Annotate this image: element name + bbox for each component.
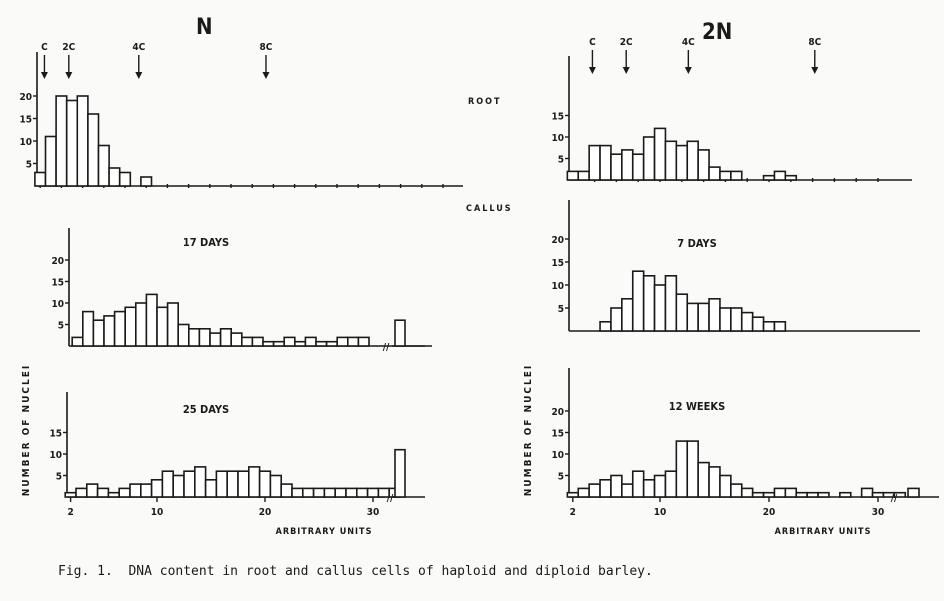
2N-callus-7-bar (665, 276, 676, 331)
N-callus-25-bar (195, 467, 206, 497)
N-callus-25-bar (206, 480, 217, 497)
col-title-n: N (196, 15, 213, 40)
2N-callus-12w-outlier-bar (908, 488, 919, 497)
2N-callus-7-y-tick-label: 20 (551, 235, 564, 246)
N-callus-25-bar (87, 484, 98, 497)
N-callus-25-bar (76, 488, 87, 497)
2N-callus-7-bar (633, 271, 644, 331)
N-callus-17-bar (284, 337, 295, 346)
2N-callus-7-bar (709, 299, 720, 331)
2N-root-y-tick-label: 15 (551, 111, 564, 123)
N-callus-17-y-tick-label: 10 (51, 299, 64, 310)
N-callus-17-y-tick-label: 15 (51, 277, 64, 289)
2N-root-bar (709, 167, 720, 180)
N-callus-17-bar (178, 325, 189, 347)
N-callus-25-title: 25 DAYS (182, 403, 230, 416)
2N-callus-7-bar (644, 276, 655, 331)
2N-callus-12w-x-tick-label: 20 (762, 507, 776, 518)
N-root-arrow-label-8C: 8C (259, 42, 273, 53)
N-callus-17-bar (136, 303, 147, 346)
N-callus-17-axis-break: // (382, 342, 390, 353)
N-root-arrow-label-2C: 2C (62, 42, 76, 53)
N-callus-17-bar (221, 329, 232, 346)
N-root-y-tick-label: 10 (19, 137, 32, 148)
2N-root-bar (655, 128, 666, 180)
2N-callus-7-bar (753, 317, 764, 331)
N-callus-17-bar (337, 337, 348, 346)
2N-callus-12w-bar (589, 484, 600, 497)
2N-root-arrow-label-8C: 8C (808, 37, 822, 48)
N-root-bar (35, 173, 46, 187)
2N-callus-12w-x-tick-label: 10 (653, 507, 667, 518)
2N-callus-7-bar (698, 303, 709, 331)
N-callus-25-bar (270, 476, 281, 498)
2N-callus-7-y-tick-label: 5 (557, 304, 564, 315)
N-callus-17-bar (316, 342, 327, 346)
N-callus-25-bar (173, 476, 184, 498)
N-callus-25-bar (152, 480, 163, 497)
2N-callus-12w-bar (764, 493, 775, 497)
2N-callus-7-bar (622, 299, 633, 331)
N-callus-25-axis-break: // (386, 493, 394, 504)
2N-callus-7-bar (720, 308, 731, 331)
N-callus-17-bar (348, 337, 359, 346)
2N-callus-12w-bar (698, 463, 709, 497)
N-callus-25-bar (346, 488, 357, 497)
2N-root-bar (687, 141, 698, 180)
N-callus-17-bar (125, 307, 136, 346)
2N-callus-12w-bar (622, 484, 633, 497)
2N-callus-12w-bar (611, 476, 622, 498)
N-callus-25-y-tick-label: 5 (55, 471, 62, 483)
N-callus-25-bar (249, 467, 260, 497)
N-root-arrow-head-8C (262, 72, 269, 79)
2N-callus-12w-x-tick-label: 2 (569, 507, 576, 518)
2N-callus-7-title: 7 DAYS (677, 237, 717, 250)
N-callus-17-y-tick-label: 5 (57, 320, 64, 332)
2N-callus-7-bar (600, 322, 611, 331)
2N-callus-12w-title: 12 WEEKS (668, 400, 726, 413)
2N-callus-12w-y-tick-label: 15 (551, 428, 564, 440)
2N-callus-12w-x-axis-label: ARBITRARY UNITS (774, 527, 872, 537)
N-root-bar (88, 114, 99, 186)
2N-callus-7-bar (774, 322, 785, 331)
N-callus-25-x-tick-label: 2 (67, 507, 74, 518)
2N-root-bar (774, 171, 785, 180)
2N-root-arrow-head-4C (685, 67, 692, 74)
2N-root-bar (720, 171, 731, 180)
N-callus-17-bar (93, 320, 104, 346)
N-callus-17-bar (305, 337, 316, 346)
N-root-arrow-head-2C (65, 72, 72, 79)
N-callus-17-y-tick-label: 20 (51, 256, 64, 267)
N-callus-17-bar (327, 342, 338, 346)
N-callus-17-bar (199, 329, 210, 346)
N-callus-17-bar (104, 316, 115, 346)
2N-root-bar (644, 137, 655, 180)
N-callus-25-bar (98, 488, 109, 497)
N-callus-25-bar (335, 488, 346, 497)
N-callus-25-bar (184, 471, 195, 497)
N-callus-17-title: 17 DAYS (182, 236, 230, 249)
N-callus-25-bar (324, 488, 335, 497)
2N-callus-12w-bar (644, 480, 655, 497)
N-root-bar (99, 146, 110, 187)
N-callus-17-bar (252, 337, 263, 346)
row-label-callus: CALLUS (466, 204, 513, 214)
2N-callus-12w-bar (633, 471, 644, 497)
N-root-bar (46, 137, 57, 187)
2N-root-arrow-label-4C: 4C (681, 37, 695, 48)
N-callus-25-y-axis-label: NUMBER OF NUCLEI (21, 363, 32, 497)
N-root-arrow-label-4C: 4C (132, 42, 146, 53)
2N-callus-12w-bar (753, 493, 764, 497)
2N-root-bar (676, 146, 687, 180)
2N-root-bar (665, 141, 676, 180)
N-callus-25-x-axis-label: ARBITRARY UNITS (275, 527, 373, 537)
N-callus-25-bar (238, 471, 249, 497)
2N-root-arrow-head-2C (623, 67, 630, 74)
N-callus-25-bar (292, 488, 303, 497)
N-callus-25-outlier-bar (395, 450, 405, 497)
N-callus-17-bar (189, 329, 200, 346)
2N-root-bar (622, 150, 633, 180)
N-root-arrow-label-C: C (41, 42, 48, 53)
N-callus-17-bar (146, 294, 157, 346)
2N-root-bar (589, 146, 600, 180)
N-callus-25-bar (119, 488, 130, 497)
histogram-panels (19, 37, 939, 537)
2N-callus-12w-bar (731, 484, 742, 497)
2N-callus-12w-bar (720, 476, 731, 498)
N-callus-17-bar (231, 333, 242, 346)
N-root-bar (120, 173, 131, 187)
2N-root-bar (698, 150, 709, 180)
2N-callus-7-bar (742, 313, 753, 331)
2N-root-bar (567, 171, 578, 180)
N-callus-25-y-tick-label: 10 (49, 450, 62, 461)
2N-callus-7-bar (687, 303, 698, 331)
2N-root-bar (611, 154, 622, 180)
2N-callus-12w-bar (655, 476, 666, 498)
N-root-bar (77, 96, 88, 186)
N-root-arrow-head-C (41, 72, 48, 79)
2N-callus-7-bar (731, 308, 742, 331)
N-root-y-tick-label: 5 (25, 159, 32, 171)
2N-callus-12w-y-tick-label: 20 (551, 407, 564, 418)
N-callus-25-bar (65, 493, 76, 497)
2N-callus-12w-bar (862, 488, 873, 497)
2N-root-arrow-label-C: C (589, 37, 596, 48)
2N-root-arrow-head-C (589, 67, 596, 74)
2N-callus-12w-bar (774, 488, 785, 497)
2N-root-y-tick-label: 10 (551, 133, 564, 144)
N-callus-17-bar (115, 312, 126, 346)
N-callus-17-bar (72, 337, 83, 346)
2N-callus-12w-bar (578, 488, 589, 497)
2N-root-bar (633, 154, 644, 180)
N-root-bar (67, 101, 78, 187)
N-callus-25-bar (357, 488, 368, 497)
2N-callus-12w-bar (600, 480, 611, 497)
2N-callus-7-bar (764, 322, 775, 331)
2N-root-bar (578, 171, 589, 180)
2N-root-bar (731, 171, 742, 180)
2N-callus-7-y-tick-label: 15 (551, 258, 564, 269)
N-callus-25-y-tick-label: 15 (49, 428, 62, 440)
N-callus-25-x-tick-label: 10 (150, 507, 164, 518)
N-callus-25-bar (368, 488, 379, 497)
N-callus-17-bar (242, 337, 253, 346)
2N-root-arrow-head-8C (811, 67, 818, 74)
N-root-arrow-head-4C (135, 72, 142, 79)
2N-callus-12w-bar (676, 441, 687, 497)
N-callus-25-x-tick-label: 20 (258, 507, 272, 518)
N-callus-25-bar (260, 471, 271, 497)
N-callus-25-bar (130, 484, 141, 497)
2N-callus-12w-y-tick-label: 5 (557, 471, 564, 483)
N-callus-25-bar (314, 488, 325, 497)
N-root-bar (141, 177, 152, 186)
N-root-y-tick-label: 20 (19, 92, 32, 103)
2N-callus-12w-bar (687, 441, 698, 497)
2N-callus-12w-bar (807, 493, 818, 497)
N-callus-17-bar (168, 303, 179, 346)
N-callus-17-bar (263, 342, 274, 346)
2N-callus-7-bar (655, 285, 666, 331)
N-callus-25-x-tick-label: 30 (366, 507, 380, 518)
2N-root-y-tick-label: 5 (557, 154, 564, 166)
N-callus-25-bar (162, 471, 173, 497)
N-callus-17-bar (83, 312, 94, 346)
N-callus-17-bar (210, 333, 221, 346)
2N-callus-12w-bar (796, 493, 807, 497)
2N-callus-12w-bar (567, 493, 578, 497)
N-callus-17-bar (274, 342, 285, 346)
2N-root-bar (764, 176, 775, 180)
N-callus-25-bar (227, 471, 238, 497)
figure-caption: Fig. 1. DNA content in root and callus cells of haploid and diploid barley. (58, 564, 653, 579)
N-root-y-tick-label: 15 (19, 114, 32, 126)
2N-callus-12w-axis-break: // (890, 493, 898, 504)
2N-callus-12w-bar (742, 488, 753, 497)
row-label-root: ROOT (468, 97, 502, 107)
2N-callus-12w-bar (665, 471, 676, 497)
col-title-2n: 2N (702, 20, 733, 45)
N-callus-17-outlier-bar (395, 320, 405, 346)
2N-callus-12w-bar (873, 493, 884, 497)
2N-callus-7-bar (676, 294, 687, 331)
N-callus-25-bar (108, 493, 119, 497)
2N-root-arrow-label-2C: 2C (619, 37, 633, 48)
2N-callus-7-bar (611, 308, 622, 331)
N-callus-17-bar (295, 342, 306, 346)
2N-callus-12w-y-axis-label: NUMBER OF NUCLEI (523, 363, 534, 497)
2N-root-bar (785, 176, 796, 180)
2N-callus-12w-bar (818, 493, 829, 497)
2N-callus-7-y-tick-label: 10 (551, 281, 564, 292)
2N-callus-12w-y-tick-label: 10 (551, 450, 564, 461)
N-callus-25-bar (281, 484, 292, 497)
2N-callus-12w-x-tick-label: 30 (871, 507, 885, 518)
N-callus-25-bar (303, 488, 314, 497)
2N-root-bar (600, 146, 611, 180)
N-callus-25-bar (216, 471, 227, 497)
2N-callus-12w-bar (785, 488, 796, 497)
N-root-bar (56, 96, 67, 186)
2N-callus-12w-bar (709, 467, 720, 497)
2N-callus-12w-bar (840, 493, 851, 497)
N-root-bar (109, 168, 120, 186)
N-callus-17-bar (358, 337, 369, 346)
N-callus-25-bar (141, 484, 152, 497)
N-callus-17-bar (157, 307, 168, 346)
